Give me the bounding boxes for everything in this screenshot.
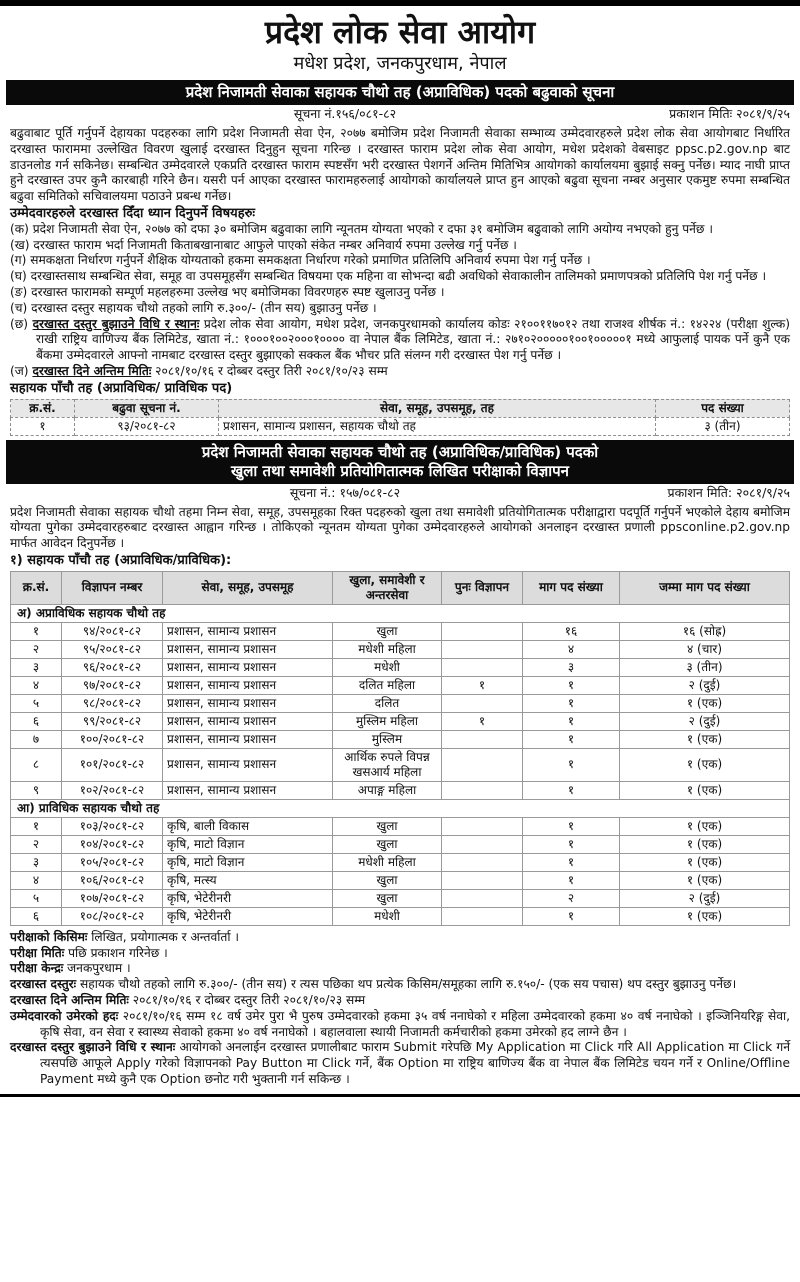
- detail-line: [10, 993, 790, 1009]
- list-item-text: दरखास्त फारामको सम्पूर्ण महलहरुमा उल्लेख भए बमोजिमका विवरणहरु स्पष्ट खुलाउनु पर्नेछ ।: [31, 284, 445, 299]
- detail-text: लिखित, प्रयोगात्मक र अन्तर्वार्ता ।: [87, 929, 240, 944]
- table-cell: [442, 748, 523, 781]
- table-cell: ९४/२०८१-८२: [62, 622, 163, 640]
- list-item-text: २०८१/१०/१६ र दोब्बर दस्तुर तिरी २०८१/१०/२३ सम्म: [151, 363, 388, 378]
- detail-text: २०८१/१०/१६ र दोब्बर दस्तुर तिरी २०८१/१०/२३ सम्म: [128, 992, 366, 1007]
- table-cell: २: [11, 640, 62, 658]
- table-cell: १: [523, 781, 620, 799]
- table-cell: ९३/२०८१-८२: [75, 417, 219, 435]
- column-header: क्र.सं.: [11, 399, 75, 417]
- table-cell: १: [523, 712, 620, 730]
- table-cell: १: [523, 871, 620, 889]
- table-cell: [442, 640, 523, 658]
- table-cell: ८: [11, 748, 62, 781]
- table-cell: १: [523, 676, 620, 694]
- table-cell: १०४/२०८१-८२: [62, 835, 163, 853]
- detail-text: सहायक चौथो तहको लागि रु.३००/- (तीन सय) र त्यस पछिका थप प्रत्येक किसिम/समूहका लागि रु.१५०/- (एक सय पचास) थप दस्तुर बुझाउनु पर्नेछ।: [76, 977, 737, 992]
- table-cell: [442, 694, 523, 712]
- table-cell: प्रशासन, सामान्य प्रशासन: [163, 748, 333, 781]
- list-item-label: (ग): [10, 253, 31, 268]
- table-cell: १ (एक): [620, 730, 790, 748]
- table-cell: ९६/२०८१-८२: [62, 658, 163, 676]
- detail-text: २०८१/१०/१६ सम्म १८ वर्ष उमेर पुरा भै पुरुष उम्मेदवारको हकमा ३५ वर्ष ननाघेको र महिला उम्मेदवारको हकमा ४० वर्ष ननाघेको । इञ्जिनियरिङ्ग सेवा, कृषि सेवा, वन सेवा र स्वास्थ्य सेवाको हकमा ४० वर्ष ननाघेको । बहालवाला स्थायी निजामती कर्मचारीको हकमा उमेरको हद लाग्ने छैन ।: [40, 1008, 791, 1039]
- table-cell: कृषि, बाली विकास: [163, 817, 333, 835]
- detail-label: दरखास्त दिने अन्तिम मितिः: [10, 992, 129, 1007]
- list-item-label: (ङ): [10, 284, 32, 299]
- detail-text: जनकपुरधाम ।: [63, 961, 131, 976]
- table-cell: खुला: [333, 889, 442, 907]
- table-section-row: [11, 799, 790, 817]
- table-cell: प्रशासन, सामान्य प्रशासन: [163, 730, 333, 748]
- table-cell: [442, 658, 523, 676]
- table-cell: २ (दुई): [620, 889, 790, 907]
- table-cell: [442, 907, 523, 925]
- table-cell: १ (एक): [620, 853, 790, 871]
- list-item-text: समकक्षता निर्धारण गर्नुपर्ने शैक्षिक योग्यताको हकमा समकक्षता निर्धारण गरेको प्रमाणित प्रतिलिपि अनिवार्य रुपमा पेश गर्नु पर्नेछ ।: [30, 253, 591, 268]
- table-cell: ९: [11, 781, 62, 799]
- table-cell: ६: [11, 712, 62, 730]
- table-cell: ९८/२०८१-८२: [62, 694, 163, 712]
- list-item: [10, 253, 790, 269]
- list-item: [10, 317, 790, 364]
- table-cell: कृषि, भेटेरीनरी: [163, 907, 333, 925]
- table-row: [11, 676, 790, 694]
- table-cell: मधेशी: [333, 907, 442, 925]
- table-row: [11, 694, 790, 712]
- list-item-text: दरखास्त फाराम भर्दा निजामती किताबखानाबाट आफुले पाएको संकेत नम्बर अनिवार्य रुपमा उल्लेख गर्नु पर्नेछ ।: [33, 237, 517, 252]
- notice2-meta: [10, 485, 790, 504]
- table-cell: १: [523, 748, 620, 781]
- table-row: [11, 889, 790, 907]
- detail-line: [10, 930, 790, 946]
- table-row: [11, 835, 790, 853]
- table-cell: ४: [11, 871, 62, 889]
- notice1-attention-heading: उम्मेदवारहरुले दरखास्त दिँदा ध्यान दिनुपर्ने विषयहरुः: [10, 205, 255, 221]
- table-cell: ७: [11, 730, 62, 748]
- table-cell: ५: [11, 694, 62, 712]
- detail-line: [10, 946, 790, 962]
- table-cell: दलित महिला: [333, 676, 442, 694]
- notice2-banner-line1: प्रदेश निजामती सेवाका सहायक चौथो तह (अप्राविधिक/प्राविधिक) पदको: [201, 442, 599, 461]
- table-cell: प्रशासन, सामान्य प्रशासन: [163, 694, 333, 712]
- list-item-label: (क): [10, 221, 33, 236]
- list-item-label: (च): [10, 300, 32, 315]
- detail-label: उम्मेदवारको उमेरको हदः: [10, 1008, 119, 1023]
- vacancy-table-body: [11, 604, 790, 925]
- table-row: [11, 622, 790, 640]
- page-title: प्रदेश लोक सेवा आयोग: [264, 13, 536, 51]
- table-cell: [442, 835, 523, 853]
- notice2-banner: [6, 440, 794, 484]
- detail-line: [10, 977, 790, 993]
- notice1-publish-date: प्रकाशन मितिः २०८१/९/२५: [669, 106, 790, 121]
- column-header: जम्मा माग पद संख्या: [620, 571, 790, 604]
- table-cell: [442, 889, 523, 907]
- table-cell: १: [11, 417, 75, 435]
- list-item-label: (ज): [10, 363, 33, 378]
- table-cell: प्रशासन, सामान्य प्रशासन: [163, 676, 333, 694]
- notice2-list-heading: १) सहायक पाँचौ तह (अप्राविधिक/प्राविधिक):: [10, 552, 232, 568]
- table-cell: १ (एक): [620, 871, 790, 889]
- column-header: सेवा, समूह, उपसमूह: [163, 571, 333, 604]
- table-cell: १०२/२०८१-८२: [62, 781, 163, 799]
- table-cell: १०७/२०८१-८२: [62, 889, 163, 907]
- list-item-lead: दरखास्त दिने अन्तिम मितिः: [32, 363, 152, 378]
- list-item-label: (छ): [10, 316, 33, 331]
- list-item: [10, 269, 790, 285]
- table-cell: १०८/२०८१-८२: [62, 907, 163, 925]
- table-cell: ९५/२०८१-८२: [62, 640, 163, 658]
- table-cell: ३: [11, 853, 62, 871]
- list-item: [10, 222, 790, 238]
- list-item: [10, 301, 790, 317]
- detail-label: परीक्षा केन्द्रः: [10, 961, 64, 976]
- table-cell: मधेशी महिला: [333, 640, 442, 658]
- table-cell: [442, 622, 523, 640]
- table-cell: १: [523, 835, 620, 853]
- table-cell: ९७/२०८१-८२: [62, 676, 163, 694]
- list-item: [10, 364, 790, 380]
- table-row: [11, 658, 790, 676]
- column-header: क्र.सं.: [11, 571, 62, 604]
- table-cell: १०३/२०८१-८२: [62, 817, 163, 835]
- table-cell: [442, 853, 523, 871]
- table-cell: खुला: [333, 817, 442, 835]
- table-cell: मुस्लिम महिला: [333, 712, 442, 730]
- list-item: [10, 238, 790, 254]
- table-row: [11, 640, 790, 658]
- list-item-text: प्रदेश लोक सेवा आयोग, मधेश प्रदेश, जनकपुरधामको कार्यालय कोडः २१००११७०१२ तथा राजश्व शीर्षक नं.: १४२२४ (परीक्षा शुल्क) राखी राष्ट्रिय वाणिज्य बैंक लिमिटेड, खाता नं.: १०००१००२०००१०००० वा नेपाल बैंक लिमिटेड, खाता नं.: २७१०२०००००१००१०००००१ मध्ये आफुलाई पायक पर्ने कुनै एक बैंकमा उम्मेदवारले आफ्नो नामबाट दरखास्त दस्तुर बुझाएको सक्कल बैंक भौचर प्रति संलग्न गरी दरखास्त पेश गर्नु पर्नेछ ।: [36, 316, 790, 363]
- table-cell: १००/२०८१-८२: [62, 730, 163, 748]
- table-row: [11, 853, 790, 871]
- table-cell: कृषि, माटो विज्ञान: [163, 835, 333, 853]
- table-section-title: अ) अप्राविधिक सहायक चौथो तह: [11, 604, 790, 622]
- promotion-table-head: [11, 399, 790, 417]
- table-cell: मुस्लिम: [333, 730, 442, 748]
- table-cell: १६: [523, 622, 620, 640]
- table-section-row: [11, 604, 790, 622]
- table-row: [11, 730, 790, 748]
- table-cell: खुला: [333, 871, 442, 889]
- list-item-text: दरखास्त दस्तुर सहायक चौथो तहको लागि रु.३००/- (तीन सय) बुझाउनु पर्नेछ ।: [31, 300, 377, 315]
- table-cell: प्रशासन, सामान्य प्रशासन: [163, 622, 333, 640]
- top-rule: [0, 0, 800, 6]
- table-cell: १: [523, 907, 620, 925]
- column-header: माग पद संख्या: [523, 571, 620, 604]
- table-cell: ३: [11, 658, 62, 676]
- table-cell: १: [442, 676, 523, 694]
- column-header: खुला, समावेशी र अन्तरसेवा: [333, 571, 442, 604]
- table-cell: मधेशी: [333, 658, 442, 676]
- table-cell: आर्थिक रुपले विपन्न खसआर्य महिला: [333, 748, 442, 781]
- column-header: सेवा, समूह, उपसमूह, तह: [219, 399, 656, 417]
- notice1-intro: बढुवाबाट पूर्ति गर्नुपर्ने देहायका पदहरुका लागि प्रदेश निजामती सेवा ऐन, २०७७ बमोजिम प्रदेश निजामती सेवाका सम्भाव्य उम्मेदवारहरुले प्रदेश लोक सेवा आयोगबाट निर्धारित दरखास्त फाराममा उल्लेखित विवरण खुलाई दरखास्त दिनुहुन सूचना गरिन्छ । दरखास्त फाराम प्रदेश लोक सेवा आयोग, मधेश प्रदेशको वेबसाइट ppsc.p2.gov.np बाट डाउनलोड गर्न सकिनेछ। सम्बन्धित उम्मेदवारले एकप्रति दरखास्त फाराम स्पष्टसँग भरी दरखास्त पेशगर्ने अन्तिम मितिभित्र आयोगको कार्यालयमा बुझाई सक्नु पर्नेछ। म्याद नाघी प्राप्त हुने दरखास्त उपर कुनै कारबाही गरिने छैन। यसरी पर्न आएका दरखास्त फारामहरुलाई आयोगको कार्यालयले प्राप्त हुन आएको बढुवा सूचना नम्बर अनुसार एकमुष्ट रुपमा सम्बन्धित बढुवा समितिको सचिवालयमा पठाउने प्रबन्ध गर्नेछ।: [10, 126, 790, 204]
- table-cell: ४: [11, 676, 62, 694]
- table-cell: दलित: [333, 694, 442, 712]
- bottom-rule: [0, 1094, 800, 1097]
- list-item-lead: दरखास्त दस्तुर बुझाउने विधि र स्थानः: [32, 316, 200, 331]
- table-cell: १ (एक): [620, 817, 790, 835]
- notice2-publish-date: प्रकाशन मिति: २०८१/९/२५: [667, 484, 790, 500]
- table-cell: कृषि, भेटेरीनरी: [163, 889, 333, 907]
- list-item-label: (घ): [10, 269, 31, 284]
- table-row: [11, 748, 790, 781]
- table-cell: प्रशासन, सामान्य प्रशासन, सहायक चौथो तह: [219, 417, 656, 435]
- table-cell: ५: [11, 889, 62, 907]
- table-cell: १: [11, 622, 62, 640]
- notice1-item-list: [0, 222, 800, 380]
- column-header: पुनः विज्ञापन: [442, 571, 523, 604]
- notice2-number: सूचना नं.: १५७/०८१-८२: [289, 484, 401, 500]
- list-item-text: प्रदेश निजामती सेवा ऐन, २०७७ को दफा ३० बमोजिम बढुवाका लागि न्यूनतम योग्यता भएको र दफा ३१ बमोजिम बढुवाको लागि अयोग्य नभएको हुनु पर्नेछ ।: [32, 221, 713, 236]
- table-cell: [442, 817, 523, 835]
- promotion-table: [10, 399, 790, 436]
- table-cell: २ (दुई): [620, 712, 790, 730]
- table-row: [11, 907, 790, 925]
- table-cell: [442, 730, 523, 748]
- table-cell: कृषि, मत्स्य: [163, 871, 333, 889]
- notice1-banner: प्रदेश निजामती सेवाका सहायक चौथो तह (अप्राविधिक) पदको बढुवाको सूचना: [6, 80, 794, 105]
- table-cell: १ (एक): [620, 694, 790, 712]
- table-cell: १: [442, 712, 523, 730]
- table-cell: ३ (तीन): [656, 417, 790, 435]
- detail-label: परीक्षा मितिः: [10, 945, 65, 960]
- table-cell: प्रशासन, सामान्य प्रशासन: [163, 781, 333, 799]
- table-cell: अपाङ्ग महिला: [333, 781, 442, 799]
- table-row: [11, 417, 790, 435]
- column-header: पद संख्या: [656, 399, 790, 417]
- notice1-table-heading: सहायक पाँचौ तह (अप्राविधिक/ प्राविधिक पद): [10, 380, 233, 396]
- table-row: [11, 871, 790, 889]
- detail-line: [10, 1009, 790, 1041]
- table-cell: कृषि, माटो विज्ञान: [163, 853, 333, 871]
- notice1-number: सूचना नं.१५६/०८१-८२: [293, 106, 397, 121]
- column-header: विज्ञापन नम्बर: [62, 571, 163, 604]
- table-cell: ९९/२०८१-८२: [62, 712, 163, 730]
- table-cell: १: [523, 853, 620, 871]
- list-item: [10, 285, 790, 301]
- list-item-text: दरखास्तसाथ सम्बन्धित सेवा, समूह वा उपसमूहसँग सम्बन्धित विषयमा एक महिना वा सोभन्दा बढी अवधिको सेवाकालीन तालिमको प्रमाणपत्रको प्रतिलिपि पेश गर्नु पर्नेछ ।: [30, 269, 767, 284]
- detail-line: [10, 1040, 790, 1087]
- table-row: [11, 817, 790, 835]
- table-cell: ४: [523, 640, 620, 658]
- table-cell: १०५/२०८१-८२: [62, 853, 163, 871]
- table-cell: १: [523, 694, 620, 712]
- column-header: बढुवा सूचना नं.: [75, 399, 219, 417]
- notice2-banner-line2: खुला तथा समावेशी प्रतियोगितात्मक लिखित परीक्षाको विज्ञापन: [230, 461, 570, 480]
- table-cell: १ (एक): [620, 781, 790, 799]
- notice1-meta: [10, 106, 790, 125]
- table-cell: ३ (तीन): [620, 658, 790, 676]
- table-cell: प्रशासन, सामान्य प्रशासन: [163, 712, 333, 730]
- table-cell: २: [11, 835, 62, 853]
- table-cell: २ (दुई): [620, 676, 790, 694]
- table-cell: २: [523, 889, 620, 907]
- table-cell: [442, 871, 523, 889]
- table-cell: खुला: [333, 835, 442, 853]
- table-cell: ६: [11, 907, 62, 925]
- table-cell: १६ (सोह्र): [620, 622, 790, 640]
- table-cell: १: [523, 817, 620, 835]
- notice2-intro: प्रदेश निजामती सेवाका सहायक चौथो तहमा निम्न सेवा, समूह, उपसमूहका रिक्त पदहरुको खुला तथा समावेशी प्रतियोगितात्मक परीक्षाद्वारा पदपूर्ति गर्नुपर्ने भएकोले देहाय बमोजिम योग्यता पुगेका उम्मेदवारहरुबाट दरखास्त आह्वान गरिन्छ । तोकिएको न्यूनतम योग्यता पुगेका उम्मेदवारहरुले आयोगको अनलाइन दरखास्त प्रणाली ppsconline.p2.gov.np मार्फत आवेदन दिनुपर्नेछ ।: [10, 504, 790, 551]
- vacancy-table-head: [11, 571, 790, 604]
- table-cell: प्रशासन, सामान्य प्रशासन: [163, 658, 333, 676]
- detail-text: पछि प्रकाशन गरिनेछ ।: [64, 945, 168, 960]
- table-cell: १०१/२०८१-८२: [62, 748, 163, 781]
- table-cell: १: [11, 817, 62, 835]
- page-subtitle: मधेश प्रदेश, जनकपुरधाम, नेपाल: [293, 53, 507, 74]
- table-cell: ३: [523, 658, 620, 676]
- table-cell: १ (एक): [620, 907, 790, 925]
- detail-label: दरखास्त दस्तुरः: [10, 977, 77, 992]
- detail-line: [10, 961, 790, 977]
- table-cell: १०६/२०८१-८२: [62, 871, 163, 889]
- table-cell: ४ (चार): [620, 640, 790, 658]
- promotion-table-body: [11, 417, 790, 435]
- list-item-label: (ख): [10, 237, 34, 252]
- table-cell: [442, 781, 523, 799]
- table-cell: प्रशासन, सामान्य प्रशासन: [163, 640, 333, 658]
- table-cell: मधेशी महिला: [333, 853, 442, 871]
- table-cell: १ (एक): [620, 748, 790, 781]
- table-row: [11, 781, 790, 799]
- table-cell: १: [523, 730, 620, 748]
- table-section-title: आ) प्राविधिक सहायक चौथो तह: [11, 799, 790, 817]
- table-cell: खुला: [333, 622, 442, 640]
- table-row: [11, 712, 790, 730]
- detail-label: दरखास्त दस्तुर बुझाउने विधि र स्थानः: [10, 1040, 176, 1055]
- exam-details: [0, 930, 800, 1088]
- vacancy-table: [10, 571, 790, 926]
- table-cell: १ (एक): [620, 835, 790, 853]
- detail-text: आयोगको अनलाईन दरखास्त प्रणालीबाट फाराम Submit गरेपछि My Application मा Click गरि All Application मा Click गर्ने त्यसपछि आफूले Apply गरेको विज्ञापनको Pay Button मा Click गर्ने, बैंक Option मा राष्ट्रिय बाणिज्य बैंक वा नेपाल बैंक लिमिटेड चयन गर्ने र Online/Offline Payment मध्ये कुनै एक Option छनोट गरी भुक्तानी गर्न सकिन्छ ।: [40, 1040, 791, 1086]
- detail-label: परीक्षाको किसिमः: [10, 929, 88, 944]
